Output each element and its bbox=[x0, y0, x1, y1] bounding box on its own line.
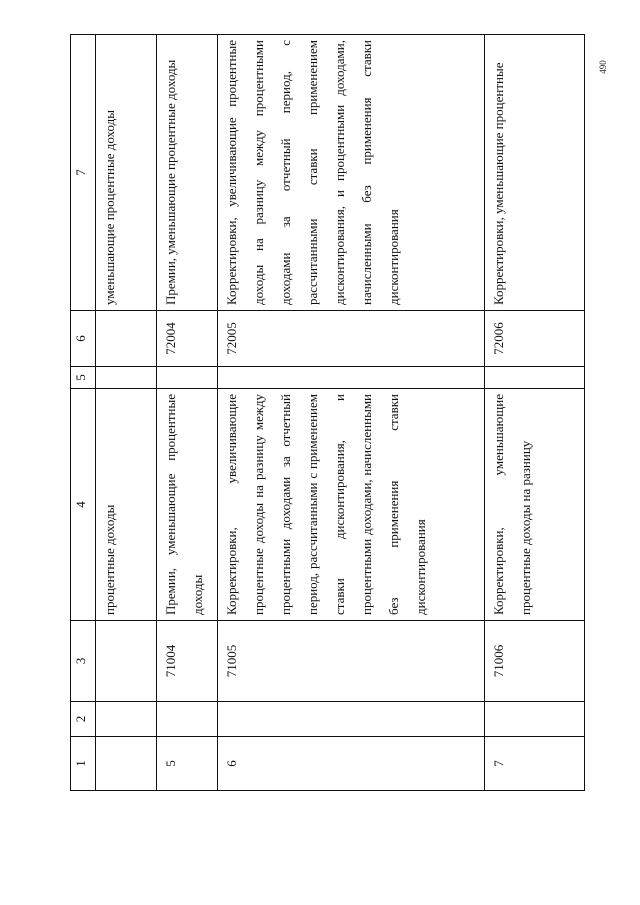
table-row bbox=[485, 35, 585, 791]
description-cell: процентные доходы bbox=[95, 389, 156, 621]
cell bbox=[95, 702, 156, 737]
code-cell: 71006 bbox=[485, 621, 585, 702]
column-header: 7 bbox=[71, 35, 96, 311]
column-header: 6 bbox=[71, 311, 96, 367]
column-header: 5 bbox=[71, 367, 96, 389]
cell bbox=[95, 367, 156, 389]
description-cell: Корректировки, уменьшающие процентные доходы на разницу bbox=[485, 389, 585, 621]
rotated-table-container bbox=[70, 35, 585, 791]
table-header-row bbox=[71, 35, 96, 791]
table-row bbox=[217, 35, 484, 791]
column-header: 3 bbox=[71, 621, 96, 702]
description-cell: Корректировки, увеличивающие процентные доходы на разницу между процентными доходами за отчетный период, с рассчитанными ставки применением дисконтирования, и процентными доходами, начисленными без применения ставки дисконтирования bbox=[217, 35, 484, 311]
cell bbox=[485, 702, 585, 737]
table-row bbox=[156, 35, 217, 791]
data-table bbox=[70, 34, 585, 791]
code-cell bbox=[95, 621, 156, 702]
row-number-cell: 7 bbox=[485, 737, 585, 791]
description-cell: уменьшающие процентные доходы bbox=[95, 35, 156, 311]
cell bbox=[485, 367, 585, 389]
description-cell: Премии, уменьшающие процентные доходы bbox=[156, 389, 217, 621]
cell bbox=[156, 702, 217, 737]
code-cell bbox=[95, 311, 156, 367]
description-cell: Корректировки, уменьшающие процентные bbox=[485, 35, 585, 311]
code-cell: 72005 bbox=[217, 311, 484, 367]
column-header: 4 bbox=[71, 389, 96, 621]
code-cell: 72004 bbox=[156, 311, 217, 367]
code-cell: 71004 bbox=[156, 621, 217, 702]
column-header: 2 bbox=[71, 702, 96, 737]
cell bbox=[156, 367, 217, 389]
description-cell: Корректировки, увеличивающие процентные доходы на разницу между процентными доходами за отчетный период, рассчитанными с применением ставки дисконтирования, и процентными доходами, начисленными без применения ставки дисконтирования bbox=[217, 389, 484, 621]
cell bbox=[217, 367, 484, 389]
code-cell: 72006 bbox=[485, 311, 585, 367]
description-cell: Премии, уменьшающие процентные доходы bbox=[156, 35, 217, 311]
row-number-cell: 6 bbox=[217, 737, 484, 791]
cell bbox=[217, 702, 484, 737]
page-number: 490 bbox=[597, 60, 608, 74]
row-number-cell bbox=[95, 737, 156, 791]
row-number-cell: 5 bbox=[156, 737, 217, 791]
table-row bbox=[95, 35, 156, 791]
code-cell: 71005 bbox=[217, 621, 484, 702]
column-header: 1 bbox=[71, 737, 96, 791]
